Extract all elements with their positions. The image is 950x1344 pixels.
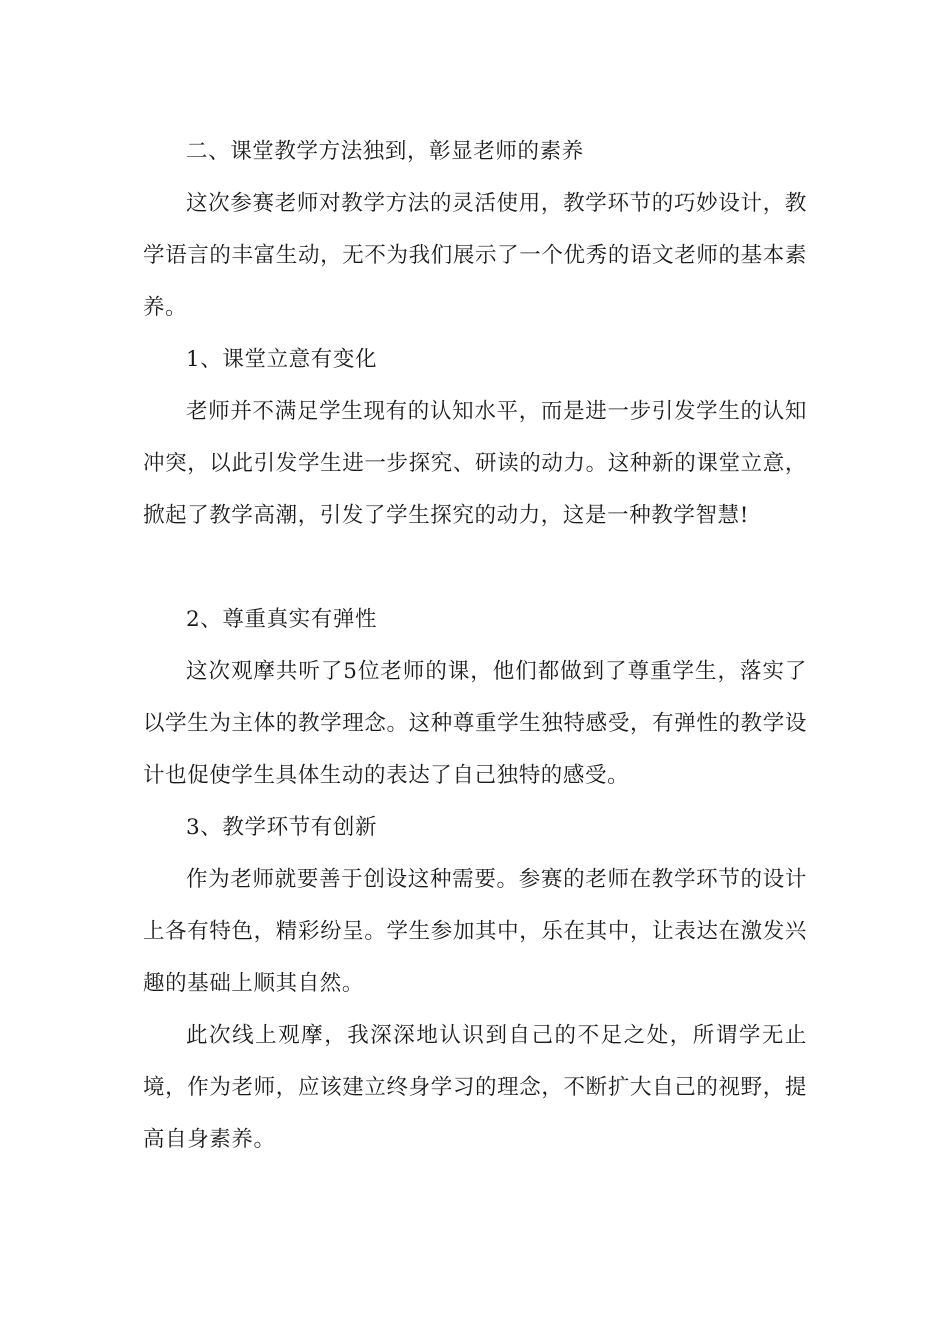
closing-paragraph: 此次线上观摩，我深深地认识到自己的不足之处，所谓学无止境，作为老师，应该建立终身学习的理念，不断扩大自己的视野，提高自身素养。 (143, 1023, 807, 1152)
subsection-heading: 3、教学环节有创新 (186, 815, 378, 840)
subsection-heading: 1、课堂立意有变化 (186, 347, 378, 372)
document-body (143, 126, 807, 1166)
body-paragraph: 老师并不满足学生现有的认知水平，而是进一步引发学生的认知冲突，以此引发学生进一步探究、研读的动力。这种新的课堂立意，掀起了教学高潮，引发了学生探究的动力，这是一种教学智慧! (143, 399, 807, 528)
paragraph-spacer (143, 542, 807, 594)
section-heading: 二、课堂教学方法独到，彰显老师的素养 (186, 139, 584, 164)
body-paragraph: 这次观摩共听了5位老师的课，他们都做到了尊重学生，落实了以学生为主体的教学理念。这种尊重学生独特感受，有弹性的教学设计也促使学生具体生动的表达了自己独特的感受。 (143, 659, 807, 788)
body-paragraph: 这次参赛老师对教学方法的灵活使用，教学环节的巧妙设计，教学语言的丰富生动，无不为我们展示了一个优秀的语文老师的基本素养。 (143, 191, 807, 320)
subsection-heading: 2、尊重真实有弹性 (186, 607, 378, 632)
body-paragraph: 作为老师就要善于创设这种需要。参赛的老师在教学环节的设计上各有特色，精彩纷呈。学生参加其中，乐在其中，让表达在激发兴趣的基础上顺其自然。 (143, 867, 807, 996)
